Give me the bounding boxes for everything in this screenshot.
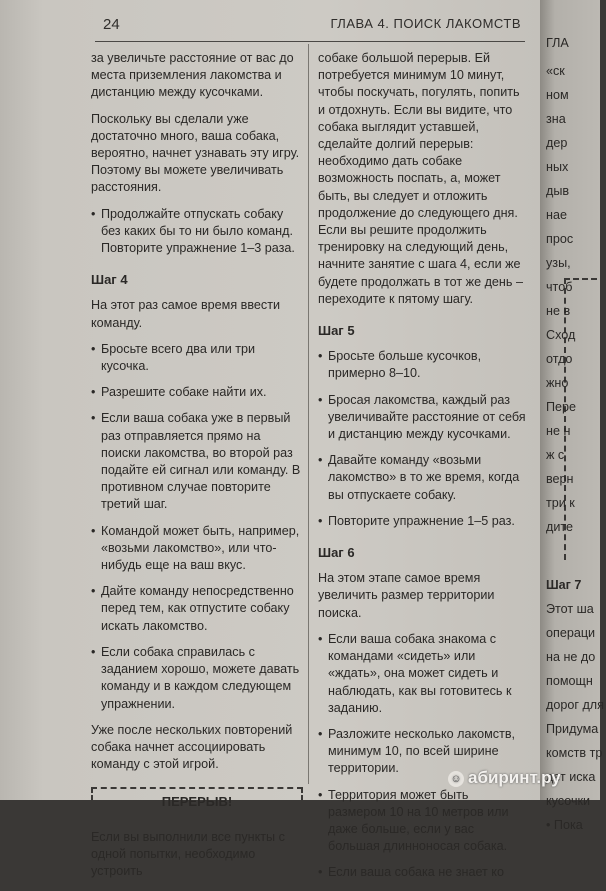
right-page-fragment: Придума — [546, 722, 599, 736]
bullet-item: • Давайте команду «возьми лакомство» в то же время, когда вы отпускаете собаку. — [318, 452, 528, 504]
right-page-fragment: Сход — [546, 328, 576, 342]
step-heading: Шаг 6 — [318, 545, 355, 561]
page-header — [95, 16, 525, 36]
step-heading: Шаг 5 — [318, 323, 355, 339]
right-page-fragment: не н — [546, 424, 571, 438]
right-page-fragment: ж с — [546, 448, 565, 462]
right-page-fragment: Пере — [546, 400, 577, 414]
right-page-fragment: Этот ша — [546, 602, 594, 616]
right-page-fragment: зна — [546, 112, 566, 126]
bullet-item: • Если ваша собака не знает ко — [318, 864, 528, 881]
right-page-fragment: Шаг 7 — [546, 578, 582, 592]
right-page-fragment: комств тр — [546, 746, 603, 760]
right-page-fragment: не в — [546, 304, 571, 318]
column-divider — [308, 44, 309, 784]
right-page-fragment: узы, — [546, 256, 571, 270]
bullet-item: • Если ваша собака уже в первый раз отправляется прямо на поиски лакомства, во второй раз подайте ей сигнал или команду. В противном случае повторите третий шаг. — [91, 410, 303, 513]
book-page-right — [540, 0, 604, 832]
right-page-fragment: помощн — [546, 674, 593, 688]
chapter-title: ГЛАВА 4. ПОИСК ЛАКОМСТВ — [330, 16, 521, 31]
right-page-fragment: дер — [546, 136, 568, 150]
right-page-fragment: отдо — [546, 352, 573, 366]
middle-column — [318, 50, 528, 891]
right-page-fragment: жно — [546, 376, 569, 390]
paragraph: На этот раз самое время ввести команду. — [91, 298, 280, 330]
right-page-fragment: чтоб — [546, 280, 573, 294]
right-page-fragment: три к — [546, 496, 575, 510]
paragraph: Поскольку вы сделали уже достаточно много, ваша собака, вероятно, начнет узнавать эту игру. Поэтому вы можете увеличивать расстояния. — [91, 111, 300, 195]
paragraph: Если вы выполнили все пункты с одной попытки, необходимо устроить — [91, 829, 285, 878]
right-page-fragment: верн — [546, 472, 574, 486]
bullet-item: • Бросьте больше кусочков, примерно 8–10. — [318, 348, 528, 382]
paragraph: Уже после нескольких повторений собака начнет ассоциировать команду с этой игрой. — [91, 722, 293, 772]
step-heading: Шаг 4 — [91, 272, 128, 288]
bullet-item: • Командой может быть, например, «возьми лакомство», или что-нибудь еще на ваш вкус. — [91, 523, 303, 575]
right-page-fragment: дыв — [546, 184, 570, 198]
left-column — [91, 50, 303, 889]
bullet-item: • Разложите несколько лакомств, минимум 10, по всей ширине территории. — [318, 726, 528, 778]
right-page-fragment: ном — [546, 88, 569, 102]
right-page-fragment: на не до — [546, 650, 596, 664]
right-page-fragment: ных — [546, 160, 569, 174]
right-page-fragment: прос — [546, 232, 574, 246]
bullet-item: • Бросьте всего два или три кусочка. — [91, 341, 303, 375]
right-page-fragment: «ск — [546, 64, 565, 78]
paragraph: собаке большой перерыв. Ей потребуется минимум 10 минут, чтобы поскучать, погулять, попить и отдохнуть. Если вы видите, что собака выглядит уставшей, сделайте долгий перерыв: необходимо дать собаке возможность поспать, а, может быть, вы следует и отложить продолжение до следующего дня. Если вы решите продолжить тренировку на следующий день, начните занятие с шага 4, если же будете продолжать в тот же день – переходите к пятому шагу. — [318, 51, 523, 306]
bullet-item: • Если собака справилась с заданием хорошо, можете давать команду и в каждом следующем упражнении. — [91, 644, 303, 713]
right-page-fragment: дите — [546, 520, 574, 534]
bullet-item: • Повторите упражнение 1–5 раз. — [318, 513, 528, 530]
right-page-fragment: нае — [546, 208, 567, 222]
watermark — [448, 768, 561, 788]
break-callout: ПЕРЕРЫВ! — [91, 787, 303, 816]
bullet-item: • Если ваша собака знакома с командами «сидеть» или «ждать», она может сидеть и наблюдать, как вы готовитесь к заданию. — [318, 631, 528, 717]
dashed-box-fragment — [564, 278, 606, 560]
labyrinth-logo-icon: ☺ — [448, 771, 464, 787]
bullet-item: • Дайте команду непосредственно перед тем, как отпустите собаку искать лакомство. — [91, 583, 303, 635]
page-number: 24 — [103, 16, 120, 33]
right-page-fragment: • Пока — [546, 818, 583, 832]
right-page-fragment: дорог для — [546, 698, 604, 712]
bullet-item: • Разрешите собаке найти их. — [91, 384, 303, 401]
right-page-fragment: ГЛА — [546, 36, 569, 50]
right-page-fragment: дет иска — [546, 770, 596, 784]
header-divider — [95, 41, 525, 42]
right-page-fragment: кусочки — [546, 794, 591, 808]
right-page-fragment: операци — [546, 626, 596, 640]
bullet-item: • Бросая лакомства, каждый раз увеличивайте расстояние от себя и дистанцию между кусочками. — [318, 392, 528, 444]
bullet-item: • Территория может быть размером 10 на 10 метров или даже больше, если у вас большая длинноносая собака. — [318, 787, 528, 856]
watermark-text: абиринт.ру — [468, 768, 561, 787]
paragraph: На этом этапе самое время увеличить размер территории поиска. — [318, 571, 495, 620]
bullet-item: • Продолжайте отпускать собаку без каких бы то ни было команд. Повторите упражнение 1–3 раза. — [91, 206, 303, 258]
paragraph: за увеличьте расстояние от вас до места приземления лакомства и дистанцию между кусочками. — [91, 51, 294, 100]
